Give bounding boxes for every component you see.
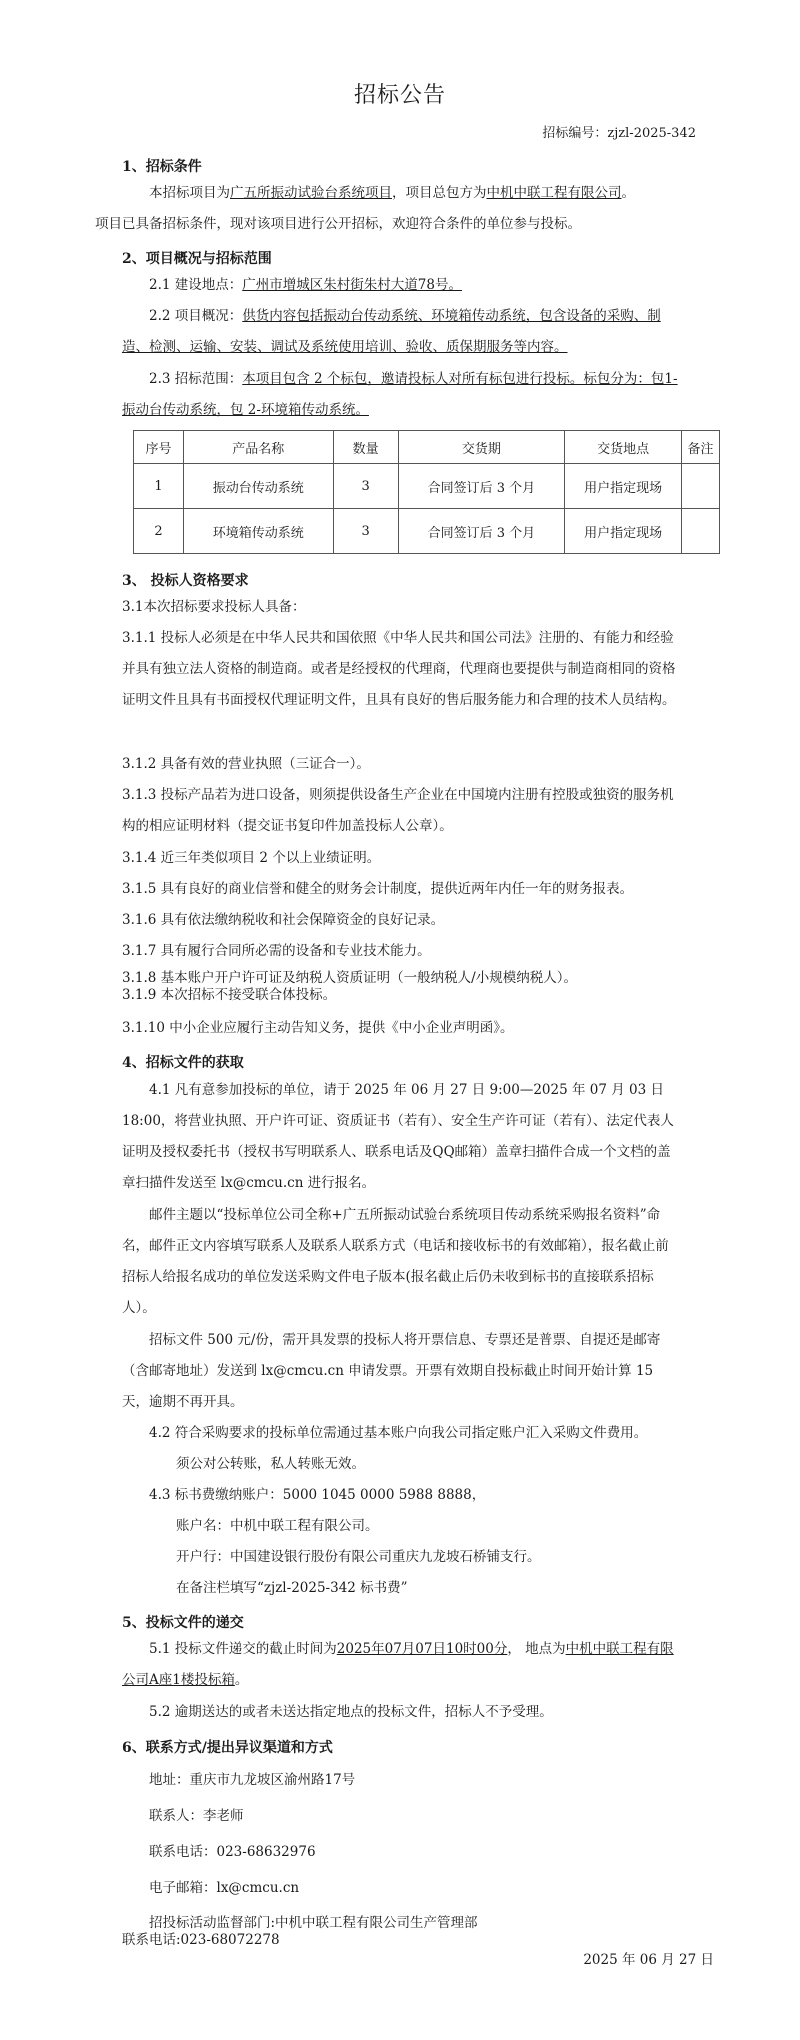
section-4-heading: 4、招标文件的获取: [122, 1055, 244, 1071]
submission-deadline: 2025年07月07日10时00分: [336, 1641, 508, 1657]
table-cell: 用户指定现场: [565, 509, 682, 554]
section-3-intro: 3.1本次招标要求投标人具备：: [122, 599, 306, 615]
qualification-3-1-7: 3.1.7 具有履行合同所必需的设备和专业技术能力。: [122, 943, 431, 959]
contact-address: 地址：重庆市九龙坡区渝州路17号: [149, 1772, 356, 1788]
announcement-date: 2025 年 06 月 27 日: [583, 1952, 714, 1968]
s2-1-label: 2.1 建设地点：: [149, 277, 243, 293]
supervisor-department: 招投标活动监督部门:中机中联工程有限公司生产管理部: [149, 1915, 478, 1931]
section-5-heading: 5、投标文件的递交: [122, 1615, 244, 1631]
contact-phone: 联系电话：023-68632976: [149, 1844, 316, 1860]
qualification-3-1-2: 3.1.2 具备有效的营业执照（三证合一）。: [122, 756, 370, 772]
qualification-3-1-9: 3.1.9 本次招标不接受联合体投标。: [122, 987, 337, 1003]
table-header-cell: 备注: [682, 431, 720, 464]
contact-person: 联系人：李老师: [149, 1808, 244, 1824]
project-overview: 供货内容包括振动台传动系统、环境箱传动系统，包含设备的采购、制造、检测、运输、安装、调试及系统使用培训、验收、质保期服务等内容。: [122, 308, 661, 355]
table-header-cell: 数量: [333, 431, 398, 464]
submission-location: 中机中联工程有限公司A座1楼投标箱: [122, 1641, 674, 1688]
qualification-3-1-10: 3.1.10 中小企业应履行主动告知义务，提供《中小企业声明函》。: [122, 1020, 514, 1036]
table-cell: 2: [134, 509, 184, 554]
qualification-3-1-3: 3.1.3 投标产品若为进口设备，则须提供设备生产企业在中国境内注册有控股或独资的服务机构的相应证明材料（提交证书复印件加盖投标人公章）。: [122, 787, 674, 834]
qualification-3-1-4: 3.1.4 近三年类似项目 2 个以上业绩证明。: [122, 850, 381, 866]
section-3-heading: 3、 投标人资格要求: [122, 573, 249, 589]
table-header-cell: 交货地点: [565, 431, 682, 464]
account-bank: 开户行：中国建设银行股份有限公司重庆九龙坡石桥铺支行。: [176, 1549, 541, 1565]
table-row: [134, 509, 720, 554]
section-4-1: 4.1 凡有意参加投标的单位，请于 2025 年 06 月 27 日 9:00—2025 年 07 月 03 日 18:00，将营业执照、开户许可证、资质证书（若有）、安全生产许可证（若有）、法定代表人证明及授权委托书（授权书写明联系人、联系电话及QQ邮箱）盖章扫描件合成一个文档的盖章扫描件发送至 lx@cmcu.cn 进行报名。: [122, 1082, 674, 1191]
table-row: [134, 464, 720, 509]
table-header-row: [134, 431, 720, 464]
qualification-3-1-6: 3.1.6 具有依法缴纳税收和社会保障资金的良好记录。: [122, 912, 445, 928]
site-address: 广州市增城区朱村街朱村大道78号。: [242, 277, 462, 293]
table-header-cell: 序号: [134, 431, 184, 464]
table-cell: 1: [134, 464, 184, 509]
bid-number: 招标编号：zjzl-2025-342: [542, 126, 696, 141]
table-cell: [682, 464, 720, 509]
section-4-email-subject: 邮件主题以“投标单位公司全称+广五所振动试验台系统项目传动系统采购报名资料”命名，邮件正文内容填写联系人及联系人联系方式（电话和接收标书的有效邮箱），报名截止前招标人给报名成功的单位发送采购文件电子版本(报名截止后仍未收到标书的直接联系招标人）。: [122, 1207, 669, 1316]
supervisor-phone: 联系电话:023-68072278: [122, 1932, 280, 1948]
s1-text-1: 本招标项目为: [149, 185, 230, 201]
section-4-2-note: 须公对公转账，私人转账无效。: [176, 1456, 365, 1472]
section-4-2: 4.2 符合采购要求的投标单位需通过基本账户向我公司指定账户汇入采购文件费用。: [149, 1425, 648, 1441]
items-table: [133, 430, 720, 554]
table-cell: 3: [333, 464, 398, 509]
section-2-2: [122, 301, 682, 363]
project-name: 广五所振动试验台系统项目: [230, 185, 392, 201]
s2-2-label: 2.2 项目概况：: [149, 308, 243, 324]
section-6-heading: 6、联系方式/提出异议渠道和方式: [122, 1740, 333, 1756]
table-cell: 环境箱传动系统: [183, 509, 333, 554]
qualification-3-1-5: 3.1.5 具有良好的商业信誉和健全的财务会计制度，提供近两年内任一年的财务报表。: [122, 881, 634, 897]
section-5-2: 5.2 逾期送达的或者未送达指定地点的投标文件，招标人不予受理。: [149, 1704, 553, 1720]
table-header-cell: 产品名称: [183, 431, 333, 464]
bid-scope: 本项目包含 2 个标包，邀请投标人对所有标包进行投标。标包分为：包1-振动台传动系统，包 2-环境箱传动系统。: [122, 371, 678, 418]
contractor-name: 中机中联工程有限公司: [486, 185, 622, 201]
qualification-3-1-8: 3.1.8 基本账户开户许可证及纳税人资质证明（一般纳税人/小规模纳税人）。: [122, 970, 577, 986]
table-header-cell: 交货期: [398, 431, 565, 464]
section-1-heading: 1、招标条件: [122, 159, 202, 175]
section-1-text: [95, 178, 682, 240]
section-2-1: [122, 270, 682, 301]
account-name: 账户名：中机中联工程有限公司。: [176, 1518, 379, 1534]
s5-text-2: ， 地点为: [507, 1641, 566, 1657]
s1-text-3: 。: [621, 185, 635, 201]
table-cell: 3: [333, 509, 398, 554]
section-4-3: 4.3 标书费缴纳账户：5000 1045 0000 5988 8888，: [149, 1487, 486, 1503]
section-2-3: [122, 364, 682, 426]
table-cell: 合同签订后 3 个月: [398, 509, 565, 554]
section-4-invoice: 招标文件 500 元/份，需开具发票的投标人将开票信息、专票还是普票、自提还是邮寄（含邮寄地址）发送到 lx@cmcu.cn 申请发票。开票有效期自投标截止时间开始计算 15 天，逾期不再开具。: [122, 1332, 661, 1410]
table-cell: 振动台传动系统: [183, 464, 333, 509]
contact-email: 电子邮箱：lx@cmcu.cn: [149, 1880, 300, 1896]
s5-text-3: 。: [234, 1672, 249, 1688]
table-cell: 合同签订后 3 个月: [398, 464, 565, 509]
qualification-3-1-1: 3.1.1 投标人必须是在中华人民共和国依照《中华人民共和国公司法》注册的、有能力和经验并具有独立法人资格的制造商。或者是经授权的代理商，代理商也要提供与制造商相同的资格证明文件且具有书面授权代理证明文件，且具有良好的售后服务能力和合理的技术人员结构。: [122, 630, 676, 708]
table-cell: [682, 509, 720, 554]
s1-line-2: 项目已具备招标条件，现对该项目进行公开招标，欢迎符合条件的单位参与投标。: [95, 216, 581, 232]
s5-text-1: 5.1 投标文件递交的截止时间为: [149, 1641, 337, 1657]
section-5-1: [122, 1634, 682, 1696]
section-2-heading: 2、项目概况与招标范围: [122, 251, 272, 267]
table-cell: 用户指定现场: [565, 464, 682, 509]
document-title: 招标公告: [353, 83, 446, 108]
s2-3-label: 2.3 招标范围：: [149, 371, 243, 387]
remark-note: 在备注栏填写“zjzl-2025-342 标书费”: [176, 1580, 408, 1596]
s1-text-2: ，项目总包方为: [392, 185, 487, 201]
